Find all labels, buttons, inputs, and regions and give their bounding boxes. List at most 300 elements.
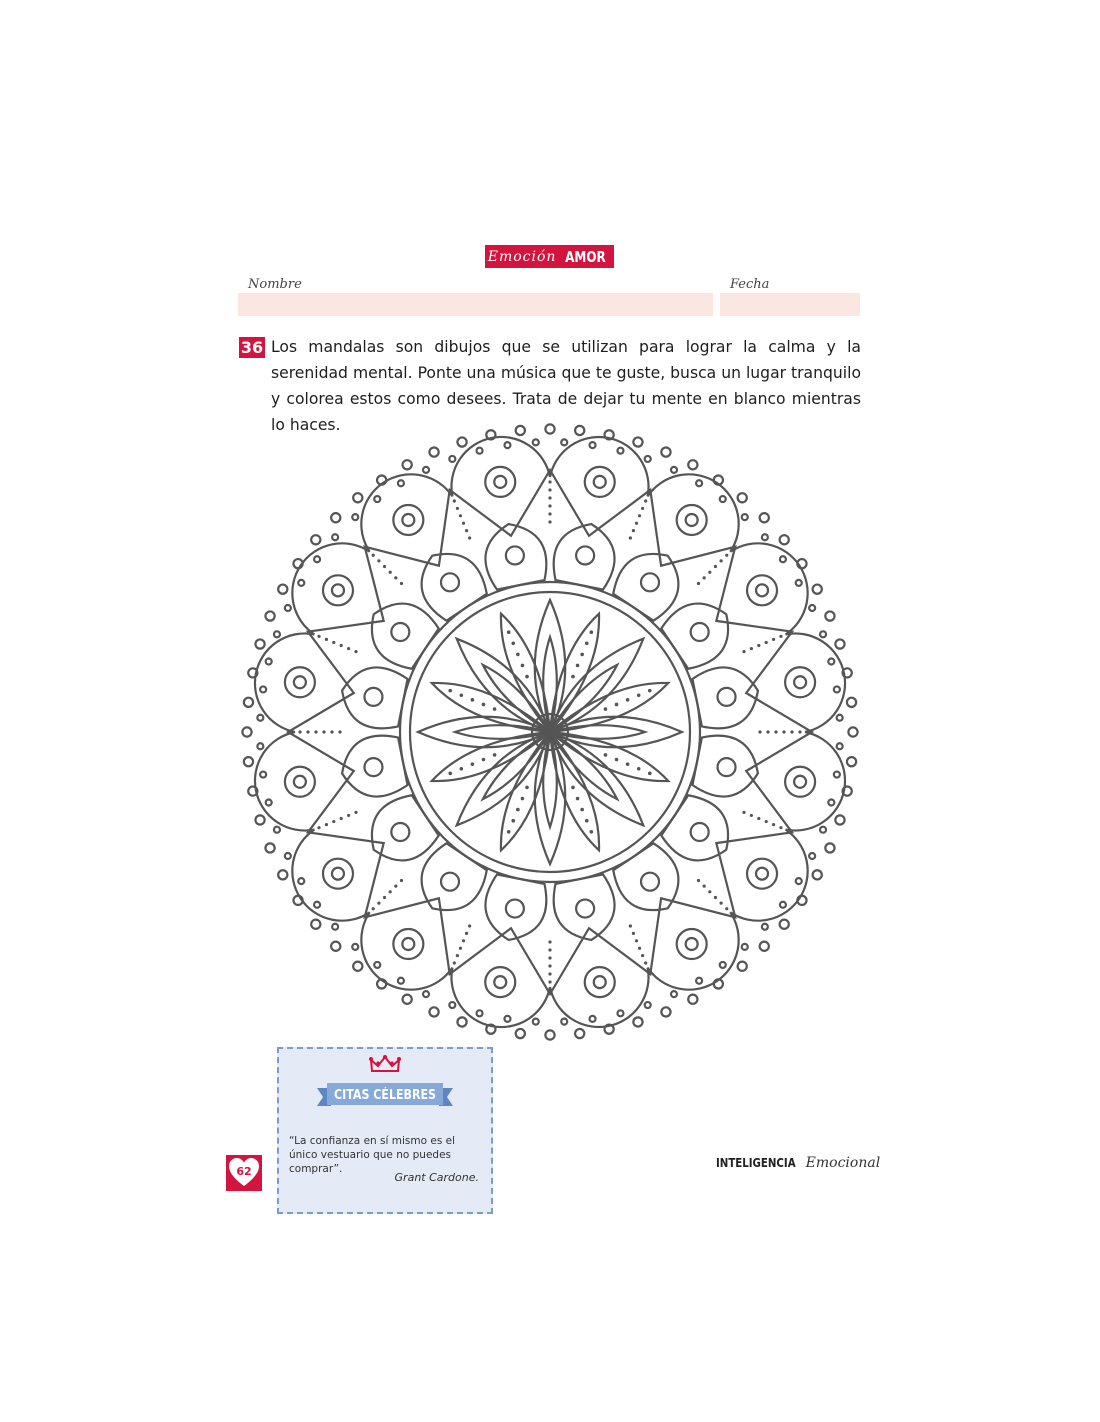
mandala-bead [516, 1029, 525, 1038]
mandala-petal [342, 736, 407, 797]
mandala-inner-petal [550, 717, 682, 747]
mandala-bead [285, 605, 291, 611]
mandala-dot [641, 507, 644, 510]
mandala-bead [244, 698, 253, 707]
mandala-bead [274, 631, 280, 637]
mandala-petal-eye [506, 546, 524, 564]
mandala-dot [714, 896, 717, 899]
mandala-dot [750, 814, 753, 817]
mandala-petal-eye [691, 823, 709, 841]
mandala-eye-center [494, 476, 506, 488]
mandala-dot [354, 811, 357, 814]
mandala-bead [244, 757, 253, 766]
mandala-dot [389, 890, 392, 893]
date-field[interactable] [720, 293, 860, 316]
mandala-eye [285, 767, 315, 797]
emotion-badge [485, 245, 614, 268]
mandala-dot [394, 576, 397, 579]
mandala-bead [561, 1019, 567, 1025]
mandala-dot [459, 947, 462, 950]
mandala-bead [298, 580, 304, 586]
mandala-dot [460, 767, 464, 771]
footer-brand [716, 1155, 880, 1171]
mandala-petal [485, 874, 546, 939]
mandala-dot [330, 730, 333, 733]
mandala-dot [772, 638, 775, 641]
mandala-eye [585, 467, 615, 497]
mandala-dot [548, 972, 551, 975]
mandala-inner-petal [483, 732, 550, 799]
mandala-dot [635, 939, 638, 942]
mandala-petal [554, 524, 615, 589]
mandala-dot [548, 496, 551, 499]
mandala-dot [580, 653, 584, 657]
mandala-bead [561, 439, 567, 445]
mandala-bead [477, 1010, 483, 1016]
mandala-dot [521, 664, 525, 668]
mandala-dot [314, 730, 317, 733]
mandala-dot [347, 814, 350, 817]
mandala-scallop [730, 543, 807, 634]
mandala-bead [820, 827, 826, 833]
mandala-bead [645, 456, 651, 462]
mandala-bead [575, 1029, 584, 1038]
date-label: Fecha [730, 277, 770, 292]
mandala-dot [798, 730, 801, 733]
mandala-dot [340, 817, 343, 820]
quote-author: Grant Cardone. [394, 1171, 479, 1184]
mandala-bead [796, 878, 802, 884]
mandala-scallop [648, 474, 739, 551]
mandala-dot [548, 956, 551, 959]
mandala-bead [545, 424, 554, 433]
mandala-dot [347, 647, 350, 650]
mandala-dot [757, 644, 760, 647]
mandala-dot [548, 504, 551, 507]
mandala-bead [332, 924, 338, 930]
mandala-dot [641, 954, 644, 957]
mandala-dot [548, 488, 551, 491]
quotes-banner [317, 1082, 453, 1109]
mandala-dot [590, 830, 594, 834]
mandala-eye [785, 767, 815, 797]
mandala-bead [331, 942, 340, 951]
mandala-bead [260, 772, 266, 778]
mandala-bead [255, 815, 264, 824]
mandala-eye [785, 667, 815, 697]
mandala-bead [533, 439, 539, 445]
mandala-dot [779, 635, 782, 638]
mandala-dot [548, 948, 551, 951]
mandala-bead [813, 870, 822, 879]
mandala-bead [661, 1007, 670, 1016]
mandala-eye [393, 505, 423, 535]
mandala-petal-eye [364, 688, 382, 706]
mandala-scallop [292, 830, 369, 921]
mandala-dot [580, 808, 584, 812]
mandala-eye-center [332, 868, 344, 880]
mandala-dot [548, 940, 551, 943]
mandala-dot [516, 808, 520, 812]
mandala-eye-center [594, 476, 606, 488]
mandala-petal-eye [364, 758, 382, 776]
mandala-bead [796, 580, 802, 586]
mandala-dot [482, 758, 486, 762]
mandala-bead [780, 535, 789, 544]
name-label: Nombre [248, 277, 302, 292]
mandala-dot [782, 730, 785, 733]
mandala-dot [615, 703, 619, 707]
mandala-dot [765, 820, 768, 823]
mandala-eye [323, 859, 353, 889]
mandala-dot [648, 772, 652, 776]
mandala-dot [516, 653, 520, 657]
mandala-dot [453, 961, 456, 964]
exercise-number: 36 [240, 338, 264, 357]
mandala-dot [703, 576, 706, 579]
mandala-petal [692, 736, 757, 797]
mandala-bead [374, 496, 380, 502]
mandala-bead [617, 448, 623, 454]
mandala-dot [626, 698, 630, 702]
mandala-dot [615, 758, 619, 762]
mandala-dot [400, 879, 403, 882]
mandala-drawing [236, 418, 864, 1046]
mandala-bead [257, 743, 263, 749]
mandala-dot [459, 514, 462, 517]
mandala-eye-center [402, 514, 414, 526]
mandala-bead [813, 585, 822, 594]
mandala-dot [448, 689, 452, 693]
mandala-bead [533, 1019, 539, 1025]
mandala-petal-eye [441, 573, 459, 591]
mandala-dot [585, 642, 589, 646]
mandala-bead [423, 467, 429, 473]
mandala-petal-eye [506, 900, 524, 918]
mandala-dot [482, 703, 486, 707]
mandala-eye-center [686, 514, 698, 526]
footer-brand-bold: INTELIGENCIA [716, 1156, 796, 1170]
mandala-dot [629, 924, 632, 927]
mandala-dot [750, 647, 753, 650]
mandala-bead [274, 827, 280, 833]
mandala-bead [374, 962, 380, 968]
mandala-bead [516, 426, 525, 435]
page-number: 62 [236, 1165, 252, 1178]
mandala-eye [747, 575, 777, 605]
mandala-dot [637, 767, 641, 771]
mandala-bead [449, 456, 455, 462]
mandala-dot [298, 730, 301, 733]
mandala-eye [323, 575, 353, 605]
mandala-eye-center [294, 676, 306, 688]
quote-box [277, 1047, 493, 1214]
mandala-dot [325, 638, 328, 641]
mandala-inner-petal [550, 732, 617, 799]
mandala-dot [521, 797, 525, 801]
mandala-dot [790, 730, 793, 733]
mandala-dot [468, 536, 471, 539]
mandala-dot [377, 902, 380, 905]
mandala-dot [465, 932, 468, 935]
mandala-dot [383, 565, 386, 568]
mandala-dot [354, 650, 357, 653]
mandala-bead [423, 991, 429, 997]
mandala-dot [576, 797, 580, 801]
mandala-dot [548, 520, 551, 523]
mandala-dot [468, 924, 471, 927]
mandala-dot [571, 675, 575, 679]
mandala-dot [400, 582, 403, 585]
mandala-bead [278, 870, 287, 879]
mandala-eye-center [756, 584, 768, 596]
mandala-bead [645, 1002, 651, 1008]
mandala-dot [471, 762, 475, 766]
mandala-petal-eye [576, 900, 594, 918]
mandala-bead [266, 659, 272, 665]
mandala-dot [332, 641, 335, 644]
mandala-bead [353, 493, 362, 502]
mandala-dot [708, 571, 711, 574]
mandala-bead [760, 942, 769, 951]
mandala-bead [590, 442, 596, 448]
mandala-petal-eye [391, 623, 409, 641]
mandala-dot [585, 819, 589, 823]
mandala-petal-eye [576, 546, 594, 564]
exercise-instructions: Los mandalas son dibujos que se utilizan para lograr la calma y la serenidad mental. Ponte una música que te guste, busca un lugar tranquilo y colorea estos como desees. Trata de dejar tu mente en blanco mientras lo haces. [271, 338, 861, 434]
mandala-scallop [292, 543, 369, 634]
mandala-bead [504, 442, 510, 448]
mandala-dot [779, 826, 782, 829]
mandala-bead [403, 460, 412, 469]
mandala-dot [720, 902, 723, 905]
mandala-bead [720, 962, 726, 968]
mandala-inner-petal [535, 600, 565, 732]
mandala-dot [306, 730, 309, 733]
mandala-eye [485, 467, 515, 497]
mandala-dot [604, 707, 608, 711]
mandala-bead [835, 639, 844, 648]
emotion-badge-word2: AMOR [565, 247, 607, 266]
mandala-dot [448, 772, 452, 776]
mandala-dot [465, 529, 468, 532]
mandala-dot [697, 582, 700, 585]
mandala-bead [742, 944, 748, 950]
mandala-dot [632, 932, 635, 935]
mandala-bead [265, 843, 274, 852]
mandala-petal [342, 667, 407, 728]
mandala-bead [834, 686, 840, 692]
name-field[interactable] [238, 293, 713, 316]
mandala-dot [697, 879, 700, 882]
mandala-bead [835, 815, 844, 824]
mandala-dot [525, 786, 529, 790]
quotes-banner-label: CITAS CÉLEBRES [334, 1088, 436, 1103]
mandala-bead [780, 920, 789, 929]
mandala-scallop [648, 912, 739, 989]
mandala-dot [637, 693, 641, 697]
mandala-eye-center [402, 938, 414, 950]
mandala-eye-center [794, 776, 806, 788]
mandala-bead [738, 493, 747, 502]
crown-icon [369, 1055, 401, 1075]
mandala-bead [809, 605, 815, 611]
mandala-bead [834, 772, 840, 778]
mandala-dot [742, 650, 745, 653]
mandala-dot [638, 514, 641, 517]
mandala-bead [809, 853, 815, 859]
mandala-dot [507, 630, 511, 634]
mandala-bead [633, 437, 642, 446]
mandala-bead [688, 995, 697, 1004]
mandala-bead [780, 902, 786, 908]
mandala-inner-petal [418, 717, 550, 747]
mandala-dot [714, 565, 717, 568]
mandala-inner-petal [535, 732, 565, 864]
mandala-bead [847, 698, 856, 707]
mandala-dot [757, 817, 760, 820]
mandala-dot [471, 698, 475, 702]
mandala-eye [747, 859, 777, 889]
mandala-bead [738, 962, 747, 971]
mandala-dot [456, 507, 459, 510]
mandala-dot [394, 885, 397, 888]
mandala-bead [429, 1007, 438, 1016]
mandala-inner-petal [550, 665, 617, 732]
mandala-bead [545, 1030, 554, 1039]
mandala-dot [590, 630, 594, 634]
mandala-bead [311, 920, 320, 929]
mandala-bead [353, 962, 362, 971]
mandala-bead [352, 514, 358, 520]
mandala-eye [393, 929, 423, 959]
mandala-eye-center [794, 676, 806, 688]
mandala-dot [372, 907, 375, 910]
mandala-dot [548, 980, 551, 983]
mandala-bead [314, 556, 320, 562]
mandala-eye [285, 667, 315, 697]
mandala-petal-eye [641, 873, 659, 891]
mandala-eye [585, 967, 615, 997]
mandala-bead [828, 659, 834, 665]
mandala-bead [617, 1010, 623, 1016]
mandala-bead [311, 535, 320, 544]
footer-brand-script: Emocional [805, 1155, 881, 1171]
mandala-dot [325, 823, 328, 826]
mandala-scallop [361, 474, 452, 551]
mandala-dot [338, 730, 341, 733]
mandala-bead [696, 978, 702, 984]
mandala-dot [548, 512, 551, 515]
mandala-bead [762, 924, 768, 930]
mandala-eye [677, 505, 707, 535]
mandala-scallop [730, 830, 807, 921]
mandala-dot [758, 730, 761, 733]
mandala-dot [507, 830, 511, 834]
mandala-bead [429, 447, 438, 456]
mandala-bead [265, 611, 274, 620]
mandala-eye [677, 929, 707, 959]
mandala-petal [554, 874, 615, 939]
mandala-dot [462, 522, 465, 525]
mandala-bead [671, 467, 677, 473]
mandala-dot [635, 522, 638, 525]
mandala-bead [742, 514, 748, 520]
mandala-dot [548, 480, 551, 483]
mandala-eye-center [686, 938, 698, 950]
mandala-dot [317, 826, 320, 829]
mandala-dot [766, 730, 769, 733]
mandala-bead [477, 448, 483, 454]
mandala-bead [837, 743, 843, 749]
mandala-bead [671, 991, 677, 997]
mandala-petal-eye [441, 873, 459, 891]
mandala-bead [314, 902, 320, 908]
mandala-eye-center [294, 776, 306, 788]
mandala-dot [725, 907, 728, 910]
mandala-bead [760, 513, 769, 522]
mandala-eye [485, 967, 515, 997]
mandala-dot [703, 885, 706, 888]
mandala-bead [398, 480, 404, 486]
mandala-bead [820, 631, 826, 637]
mandala-bead [257, 715, 263, 721]
quote-text: “La confianza en sí mismo es el único vestuario que no puedes comprar”. [289, 1135, 456, 1175]
mandala-dot [765, 641, 768, 644]
mandala-bead [332, 534, 338, 540]
mandala-bead [331, 513, 340, 522]
mandala-dot [493, 707, 497, 711]
mandala-bead [260, 686, 266, 692]
mandala-bead [590, 1016, 596, 1022]
mandala-petal-eye [718, 758, 736, 776]
mandala-petal-eye [641, 573, 659, 591]
mandala-bead [688, 460, 697, 469]
mandala-dot [389, 571, 392, 574]
mandala-petal-eye [391, 823, 409, 841]
mandala-eye-center [494, 976, 506, 988]
mandala-dot [644, 961, 647, 964]
mandala-dot [629, 536, 632, 539]
mandala-bead [825, 843, 834, 852]
mandala-dot [493, 753, 497, 757]
mandala-bead [352, 944, 358, 950]
mandala-bead [633, 1017, 642, 1026]
mandala-bead [403, 995, 412, 1004]
mandala-bead [780, 556, 786, 562]
mandala-bead [285, 853, 291, 859]
mandala-dot [644, 499, 647, 502]
mandala-dot [548, 964, 551, 967]
mandala-eye-center [332, 584, 344, 596]
mandala-dot [462, 939, 465, 942]
mandala-dot [525, 675, 529, 679]
mandala-petal-eye [691, 623, 709, 641]
mandala-dot [772, 823, 775, 826]
mandala-inner-petal [483, 665, 550, 732]
mandala-dot [317, 635, 320, 638]
mandala-dot [332, 820, 335, 823]
mandala-bead [825, 611, 834, 620]
mandala-bead [575, 426, 584, 435]
mandala-dot [725, 554, 728, 557]
mandala-dot [648, 689, 652, 693]
mandala-dot [626, 762, 630, 766]
mandala-petal-eye [718, 688, 736, 706]
mandala-dot [774, 730, 777, 733]
mandala-dot [460, 693, 464, 697]
mandala-dot [720, 559, 723, 562]
